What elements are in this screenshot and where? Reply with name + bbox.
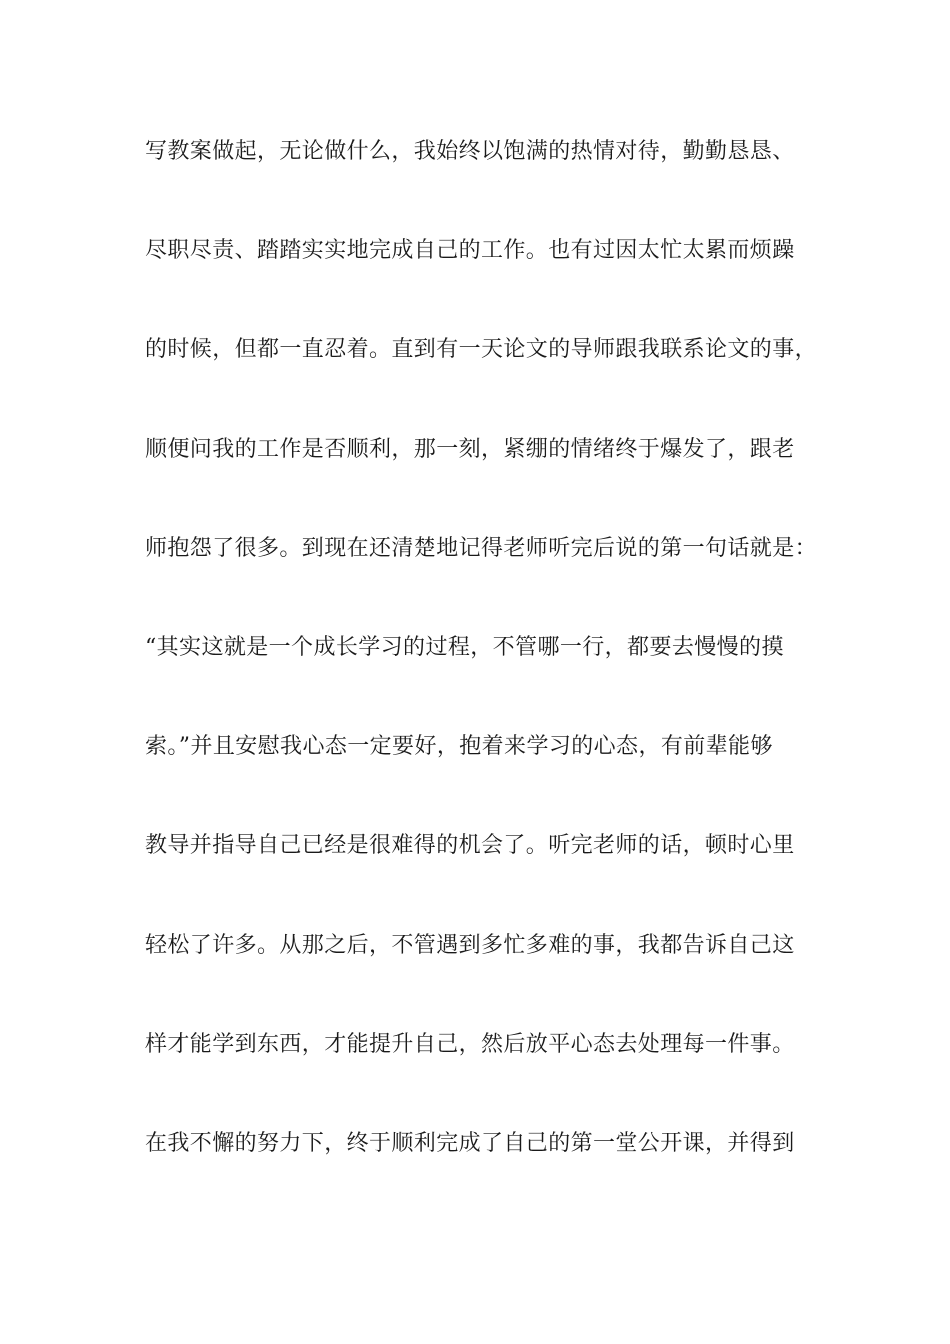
text-line: 写教案做起，无论做什么，我始终以饱满的热情对待，勤勤恳恳、 (145, 139, 795, 164)
text-line: 轻松了许多。从那之后，不管遇到多忙多难的事，我都告诉自己这 (145, 932, 795, 958)
text-line: “其实这就是一个成长学习的过程，不管哪一行，都要去慢慢的摸 (145, 634, 784, 660)
text-line: 师抱怨了很多。到现在还清楚地记得老师听完后说的第一句话就是： (145, 535, 818, 561)
text-line: 索。”并且安慰我心态一定要好，抱着来学习的心态，有前辈能够 (145, 734, 773, 760)
text-line: 顺便问我的工作是否顺利，那一刻，紧绷的情绪终于爆发了，跟老 (145, 436, 795, 462)
text-line: 的时候，但都一直忍着。直到有一天论文的导师跟我联系论文的事， (145, 337, 818, 363)
text-line: 在我不懈的努力下，终于顺利完成了自己的第一堂公开课，并得到 (145, 1130, 795, 1156)
text-line: 尽职尽责、踏踏实实地完成自己的工作。也有过因太忙太累而烦躁 (145, 238, 795, 264)
text-line: 样才能学到东西，才能提升自己，然后放平心态去处理每一件事。 (145, 1031, 795, 1057)
body-text (145, 130, 818, 1221)
text-line: 教导并指导自己已经是很难得的机会了。听完老师的话，顿时心里 (145, 833, 795, 859)
